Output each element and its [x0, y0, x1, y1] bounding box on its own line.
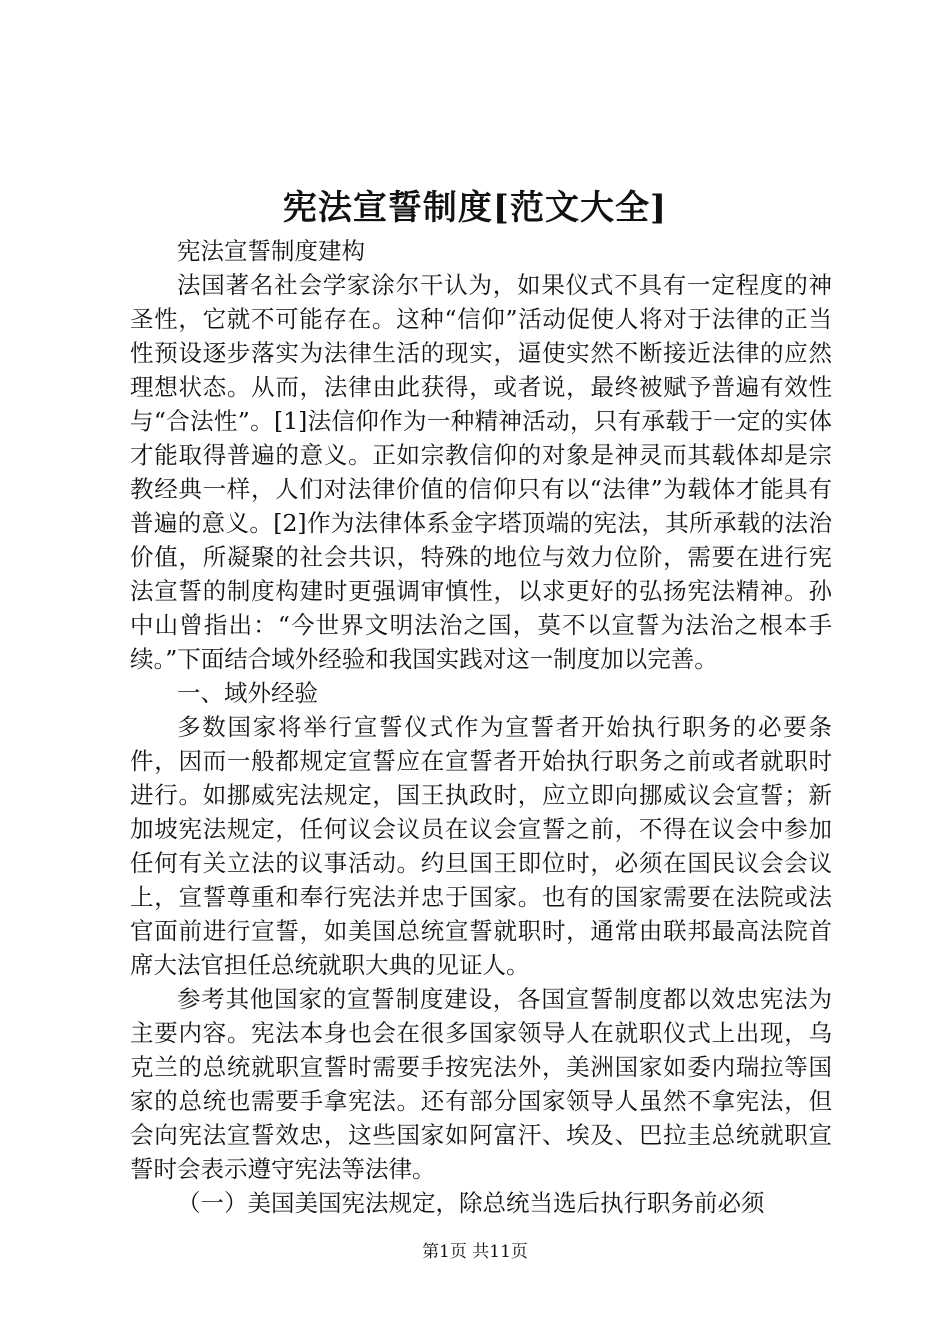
document-title: 宪法宣誓制度[范文大全] [282, 188, 668, 228]
paragraph: 多数国家将举行宣誓仪式作为宣誓者开始执行职务的必要条件，因而一般都规定宣誓应在宣誓者开始执行职务之前或者就职时进行。如挪威宪法规定，国王执政时，应立即向挪威议会宣誓；新加坡宪法规定，任何议会议员在议会宣誓之前，不得在议会中参加任何有关立法的议事活动。约旦国王即位时，必须在国民议会会议上，宣誓尊重和奉行宪法并忠于国家。也有的国家需要在法院或法官面前进行宣誓，如美国总统宣誓就职时，通常由联邦最高法院首席大法官担任总统就职大典的见证人。 [130, 713, 832, 979]
page-number-footer: 第1页 共11页 [422, 1242, 528, 1262]
paragraph-subtitle: 宪法宣誓制度建构 [177, 237, 365, 265]
section-heading: 一、域外经验 [177, 679, 318, 707]
paragraph: 法国著名社会学家涂尔干认为，如果仪式不具有一定程度的神圣性，它就不可能存在。这种“信仰”活动促使人将对于法律的正当性预设逐步落实为法律生活的现实，逼使实然不断接近法律的应然理想状态。从而，法律由此获得，或者说，最终被赋予普遍有效性与“合法性”。[1]法信仰作为一种精神活动，只有承载于一定的实体才能取得普遍的意义。正如宗教信仰的对象是神灵而其载体却是宗教经典一样，人们对法律价值的信仰只有以“法律”为载体才能具有普遍的意义。[2]作为法律体系金字塔顶端的宪法，其所承载的法治价值，所凝聚的社会共识，特殊的地位与效力位阶，需要在进行宪法宣誓的制度构建时更强调审慎性，以求更好的弘扬宪法精神。孙中山曾指出：“今世界文明法治之国，莫不以宣誓为法治之根本手续。”下面结合域外经验和我国实践对这一制度加以完善。 [130, 271, 832, 673]
paragraph: 参考其他国家的宣誓制度建设，各国宣誓制度都以效忠宪法为主要内容。宪法本身也会在很多国家领导人在就职仪式上出现，乌克兰的总统就职宣誓时需要手按宪法外，美洲国家如委内瑞拉等国家的总统也需要手拿宪法。还有部分国家领导人虽然不拿宪法，但会向宪法宣誓效忠，这些国家如阿富汗、埃及、巴拉圭总统就职宣誓时会表示遵守宪法等法律。 [130, 985, 832, 1183]
document-body [130, 234, 832, 1220]
paragraph: （一）美国美国宪法规定，除总统当选后执行职务前必须 [177, 1189, 765, 1217]
